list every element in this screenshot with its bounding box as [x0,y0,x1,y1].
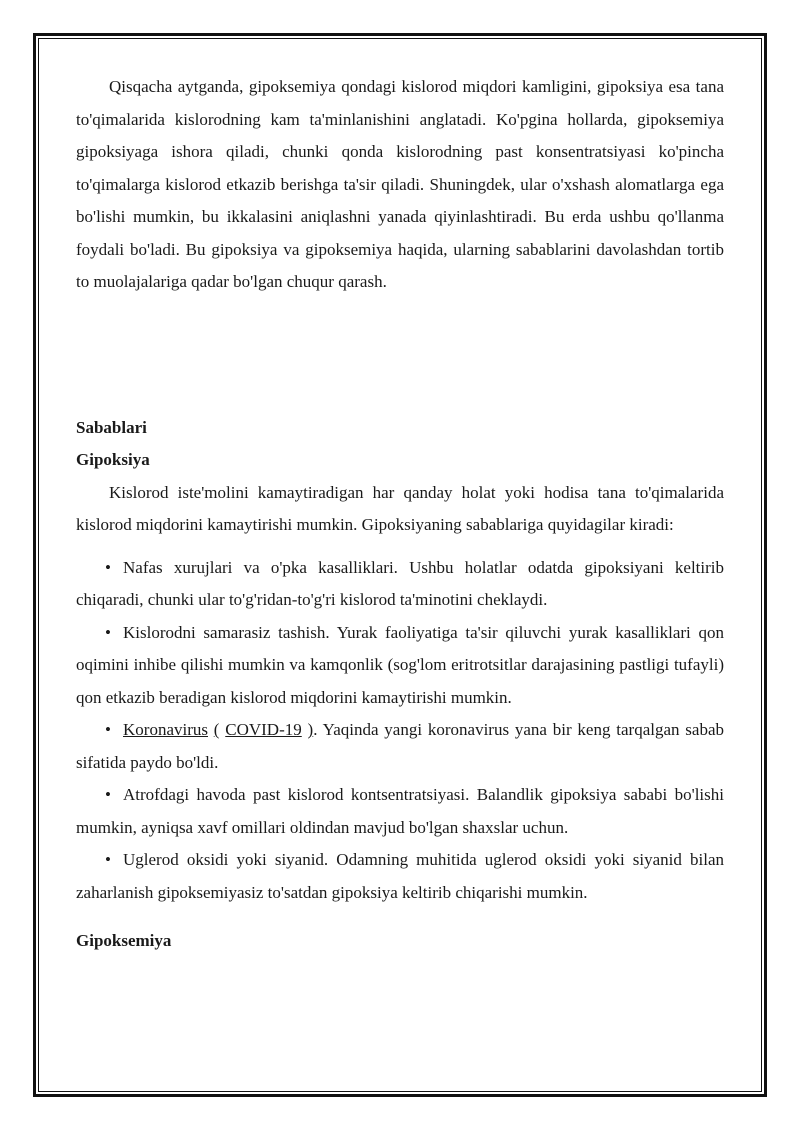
list-item [76,779,724,844]
list-item-text: . Yaqinda yangi koronavirus yana bir keng tarqalgan sabab sifatida paydo bo'ldi. [76,720,725,772]
section-spacer [76,299,724,412]
document-body [76,71,724,958]
hypoxia-heading: Gipoksiya [76,450,150,469]
list-item [76,617,724,715]
paren-open-link[interactable]: ( [213,720,220,739]
covid-19-link[interactable]: COVID-19 [225,720,302,739]
list-item-text: Uglerod oksidi yoki siyanid. Odamning muhitida uglerod oksidi yoki siyanid bilan zaharlanish gipoksemiyasiz to'satdan gipoksiya keltirib chiqarishi mumkin. [76,850,724,902]
list-item-text: Nafas xurujlari va o'pka kasalliklari. Ushbu holatlar odatda gipoksiyani keltirib chiqaradi, chunki ular to'g'ridan-to'g'ri kislorod ta'minotini cheklaydi. [76,557,724,609]
bullet-icon: • [105,557,111,577]
intro-paragraph: Qisqacha aytganda, gipoksemiya qondagi kislorod miqdori kamligini, gipoksiya esa tana to'qimalarida kislorodning kam ta'minlanishini anglatadi. Ko'pgina hollarda, gipoksemiya gipoksiyaga ishora qiladi, chunki qonda kislorodning past konsentratsiyasi ko'pincha to'qimalarga kislorod etkazib berishga ta'sir qiladi. Shuningdek, ular o'xshash alomatlarga ega bo'lishi mumkin, bu ikkalasini aniqlashni yanada qiyinlashtiradi. Bu erda ushbu qo'llanma foydali bo'ladi. Bu gipoksiya va gipoksemiya haqida, ularning sabablarini davolashdan tortib to muolajalariga qadar bo'lgan chuqur qarash. [76,77,724,291]
hypoxia-intro-paragraph: Kislorod iste'molini kamaytiradigan har qanday holat yoki hodisa tana to'qimalarida kislorod miqdorini kamaytirishi mumkin. Gipoksiyaning sabablariga quyidagilar kiradi: [76,482,724,534]
bullet-icon: • [105,622,111,642]
bullet-icon: • [105,720,111,739]
bullet-icon: • [105,785,111,804]
bullet-icon: • [105,850,111,869]
causes-heading: Sabablari [76,417,147,437]
list-item-text: Atrofdagi havoda past kislorod kontsentratsiyasi. Balandlik gipoksiya sababi bo'lishi mumkin, ayniqsa xavf omillari oldindan mavjud bo'lgan shaxslar uchun. [76,785,724,837]
list-item [76,552,724,617]
list-item-text: Kislorodni samarasiz tashish. Yurak faoliyatiga ta'sir qiluvchi yurak kasalliklari qon oqimini inhibe qilishi mumkin va kamqonlik (sog'lom eritrotsitlar darajasining pastligi tufayli) qon etkazib beradigan kislorod miqdorini kamaytirishi mumkin. [76,622,724,707]
list-item [76,714,724,779]
paren-close-link[interactable]: ) [307,720,314,739]
list-item [76,844,724,909]
koronavirus-link[interactable]: Koronavirus [123,720,208,739]
hypoxemia-heading: Gipoksemiya [76,931,172,950]
